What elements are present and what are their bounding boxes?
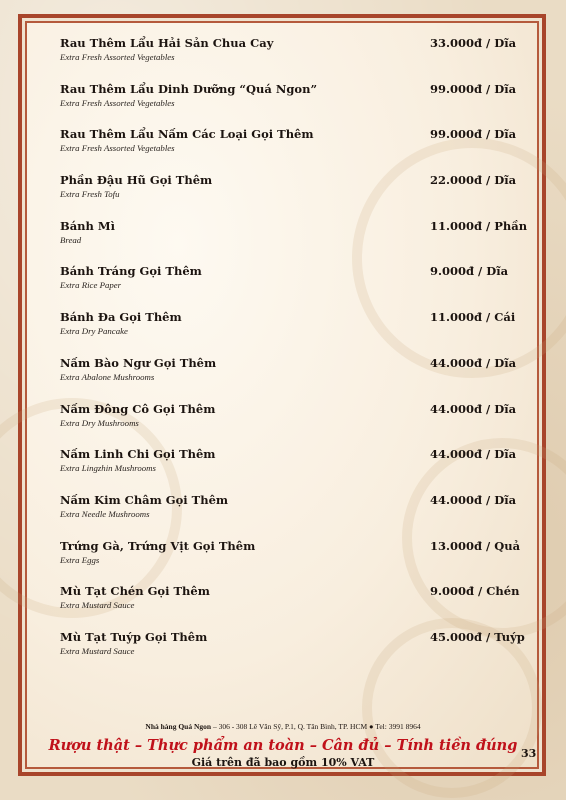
menu-item <box>42 485 522 531</box>
menu-item-name: Mù Tạt Chén Gọi Thêm <box>60 584 210 599</box>
menu-item-english: Extra Mustard Sauce <box>60 645 135 656</box>
menu-item <box>42 576 522 622</box>
menu-items-list <box>42 28 528 668</box>
menu-item <box>42 165 522 211</box>
menu-item <box>42 439 522 485</box>
menu-item-name: Bánh Tráng Gọi Thêm <box>60 264 202 279</box>
address-text: – 306 - 308 Lê Văn Sỹ, P.1, Q. Tân Bình, TP. HCM ● Tel: 3991 8964 <box>211 722 421 731</box>
menu-item-price: 9.000đ / Chén <box>430 584 520 599</box>
menu-item-english: Extra Eggs <box>60 554 100 565</box>
menu-item-price: 99.000đ / Dĩa <box>430 81 517 96</box>
menu-item-name: Rau Thêm Lẩu Nấm Các Loại Gọi Thêm <box>60 127 314 142</box>
menu-item-english: Extra Dry Mushrooms <box>60 417 139 428</box>
menu-item-price: 13.000đ / Quả <box>430 538 521 553</box>
menu-item-english: Extra Lingzhin Mushrooms <box>60 463 156 474</box>
menu-item-name: Bánh Mì <box>60 218 115 233</box>
menu-item-english: Extra Abalone Mushrooms <box>60 371 155 382</box>
vat-note: Giá trên đã bao gồm 10% VAT <box>191 756 375 769</box>
menu-item-price: 99.000đ / Dĩa <box>430 127 517 142</box>
menu-item-price: 44.000đ / Dĩa <box>430 447 517 462</box>
menu-item-english: Extra Fresh Tofu <box>60 189 120 200</box>
slogan: Rượu thật – Thực phẩm an toàn – Cân đủ – Tính tiền đúng <box>48 737 518 754</box>
menu-item <box>42 302 522 348</box>
menu-item-english: Extra Dry Pancake <box>60 326 128 337</box>
menu-item-english: Bread <box>60 234 82 245</box>
menu-item-name: Rau Thêm Lẩu Dinh Dưỡng “Quá Ngon” <box>60 81 318 96</box>
menu-item <box>42 622 525 668</box>
menu-item-english: Extra Mustard Sauce <box>60 600 135 611</box>
menu-item-english: Extra Rice Paper <box>60 280 122 291</box>
menu-item-name: Trứng Gà, Trứng Vịt Gọi Thêm <box>60 538 256 553</box>
menu-item-name: Rau Thêm Lẩu Hải Sản Chua Cay <box>60 36 274 50</box>
menu-item-price: 45.000đ / Tuýp <box>430 629 525 644</box>
menu-item-price: 44.000đ / Dĩa <box>430 401 517 416</box>
menu-item <box>42 74 522 120</box>
menu-item-name: Nấm Bào Ngư Gọi Thêm <box>60 355 217 370</box>
menu-item <box>42 531 522 577</box>
menu-item-price: 33.000đ / Dĩa <box>430 36 517 50</box>
menu-item-english: Extra Needle Mushrooms <box>60 508 150 519</box>
menu-item-english: Extra Fresh Assorted Vegetables <box>60 52 175 62</box>
page-number: 33 <box>521 747 537 760</box>
restaurant-address <box>0 722 566 731</box>
menu-item-price: 44.000đ / Dĩa <box>430 355 517 370</box>
menu-item-name: Nấm Đông Cô Gọi Thêm <box>60 401 216 416</box>
menu-item-price: 11.000đ / Cái <box>430 310 516 325</box>
menu-item <box>42 28 522 74</box>
menu-item-name: Phần Đậu Hũ Gọi Thêm <box>60 173 213 188</box>
menu-item-english: Extra Fresh Assorted Vegetables <box>60 97 175 108</box>
menu-item-name: Mù Tạt Tuýp Gọi Thêm <box>60 629 208 644</box>
menu-item-price: 11.000đ / Phần <box>430 218 528 233</box>
menu-item <box>42 348 522 394</box>
menu-item-english: Extra Fresh Assorted Vegetables <box>60 143 175 154</box>
menu-item-name: Nấm Linh Chi Gọi Thêm <box>60 447 216 462</box>
restaurant-name: Nhà hàng Quá Ngon <box>145 722 212 731</box>
menu-item-price: 44.000đ / Dĩa <box>430 492 517 507</box>
menu-item <box>42 211 528 257</box>
menu-item <box>42 394 522 440</box>
menu-item <box>42 119 522 165</box>
menu-item <box>42 256 522 302</box>
menu-item-name: Nấm Kim Châm Gọi Thêm <box>60 492 229 507</box>
menu-item-price: 22.000đ / Dĩa <box>430 173 517 188</box>
menu-item-price: 9.000đ / Dĩa <box>430 264 509 279</box>
menu-item-name: Bánh Đa Gọi Thêm <box>60 310 182 325</box>
